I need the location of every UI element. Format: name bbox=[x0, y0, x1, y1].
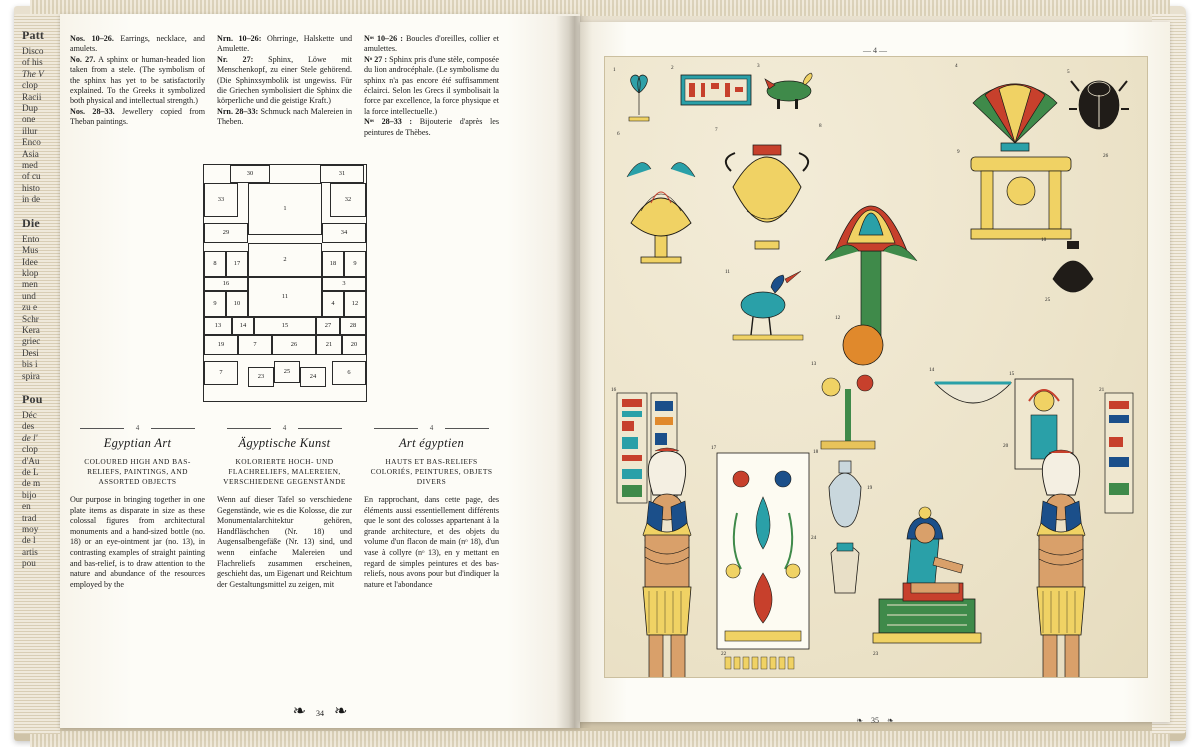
bg-line: of cu bbox=[22, 171, 41, 182]
gold-table-with-figures bbox=[971, 157, 1071, 239]
caption-lead: No. 27. bbox=[70, 54, 96, 64]
bg-line: spira bbox=[22, 370, 40, 381]
figure-number: 2 bbox=[671, 65, 674, 71]
key-cell: 21 bbox=[316, 335, 342, 355]
key-cell: 14 bbox=[232, 317, 254, 335]
section-title-de: Ägyptische Kunst bbox=[238, 436, 331, 451]
plate-number: 4 bbox=[873, 46, 877, 55]
bottom-text-columns bbox=[70, 424, 500, 590]
bg-line: de l' bbox=[22, 432, 38, 443]
figure-number: 17 bbox=[711, 445, 717, 451]
caption-text: Sphinx, Löwe mit Menschenkopf, zu einer Stele gehörend. (Die Sphinxsymbolik ist ungewiss. Für die Griechen symbolisiert die Sphinx die körperliche und die geistige Kraft.) bbox=[217, 54, 352, 106]
lotus-vase bbox=[627, 163, 695, 263]
caption-text: Bijouterie d'après les peintures de Thèbes. bbox=[364, 117, 499, 137]
plate-rule-label: 4 bbox=[70, 424, 205, 432]
bg-line: med bbox=[22, 160, 38, 171]
figure-number: 8 bbox=[819, 123, 822, 129]
key-cell: 15 bbox=[254, 317, 316, 335]
folio-ornament-right: ❧ bbox=[856, 716, 863, 725]
section-body-de: Wenn auf dieser Tafel so verschiedene Gegenstände, wie es die Kolosse, die zur Monumentalarchitektur gehören, Handfläschchen (Nr. 18) und Augensalbengefäße (Nr. 13) sind, und wenn einfache Malereien und Flachreliefs zusammen erscheinen, geschieht das, um Eigenart und Reichtum der Gestaltungsmittel zu zeigen, mit bbox=[217, 495, 352, 589]
bg-line: histo bbox=[22, 182, 40, 193]
caption-paragraph bbox=[364, 34, 499, 55]
caption-lead: Nᵒˢ 10–26 : bbox=[364, 34, 403, 43]
egyptian-art-colour-plate bbox=[604, 56, 1148, 678]
section-title-fr: Art égyptien bbox=[398, 436, 465, 451]
figure-number: 25 bbox=[1045, 297, 1051, 303]
bg-heading-1: Patt bbox=[22, 28, 45, 42]
caption-text: Boucles d'oreilles, collier et amulettes. bbox=[364, 34, 499, 54]
key-cell: 12 bbox=[344, 291, 366, 317]
key-cell: 27 bbox=[316, 317, 340, 335]
scarab-figure bbox=[1069, 81, 1129, 129]
caption-column-fr bbox=[364, 34, 499, 138]
figure-number: 24 bbox=[811, 535, 817, 541]
bg-line: clop bbox=[22, 444, 38, 455]
bg-line: Asia bbox=[22, 148, 39, 159]
key-cell: 31 bbox=[320, 165, 364, 183]
caption-paragraph bbox=[364, 55, 499, 117]
pharaoh-colossus-right bbox=[1033, 450, 1091, 677]
figure-number: 12 bbox=[835, 315, 841, 321]
key-cell: 4 bbox=[322, 291, 344, 317]
caption-column-de bbox=[217, 34, 352, 138]
eye-ointment-jar bbox=[831, 543, 859, 593]
plate-header-dash: — bbox=[863, 46, 873, 55]
plate-key-diagram bbox=[203, 164, 367, 402]
bg-line: de l bbox=[22, 535, 36, 546]
bg-line: Desi bbox=[22, 347, 39, 358]
hand-bottle bbox=[829, 461, 861, 527]
plate-rule-label: 4 bbox=[364, 424, 499, 432]
hieroglyph-strip-left bbox=[617, 393, 647, 503]
bg-line: Schr bbox=[22, 313, 39, 324]
figure-number: 7 bbox=[715, 127, 718, 133]
bg-line: klop bbox=[22, 267, 39, 278]
key-cell: 7 bbox=[238, 335, 272, 355]
flowering-plant bbox=[821, 375, 875, 449]
figure-number: 10 bbox=[1041, 237, 1047, 243]
bg-line: Ento bbox=[22, 233, 40, 244]
key-cell: 11 bbox=[248, 277, 322, 317]
bg-line: clop bbox=[22, 80, 38, 91]
bg-line: zu e bbox=[22, 302, 38, 313]
section-title-en: Egyptian Art bbox=[103, 436, 172, 451]
key-cell: 9 bbox=[344, 251, 366, 277]
figure-number: 21 bbox=[1099, 387, 1105, 393]
folio-ornament-left: ❧ bbox=[292, 703, 306, 720]
left-folio bbox=[60, 701, 580, 721]
figure-number: 15 bbox=[1009, 371, 1015, 377]
key-cell: 20 bbox=[342, 335, 366, 355]
bg-line: artis bbox=[22, 546, 38, 557]
figure-number: 4 bbox=[955, 63, 958, 69]
figure-number: 19 bbox=[867, 485, 873, 491]
text-column-fr bbox=[364, 424, 499, 590]
figure-number: 18 bbox=[813, 449, 819, 455]
seated-figure-throne bbox=[873, 507, 981, 643]
figure-number: 23 bbox=[873, 651, 879, 657]
right-folio bbox=[580, 716, 1170, 725]
bg-line: griec bbox=[22, 336, 41, 347]
caption-paragraph bbox=[70, 34, 205, 55]
bg-line: bijo bbox=[22, 489, 37, 500]
left-page-content bbox=[70, 34, 500, 704]
bg-line: Enco bbox=[22, 137, 41, 148]
caption-paragraph bbox=[70, 55, 205, 107]
key-cell: 19 bbox=[204, 335, 238, 355]
bg-line: Kera bbox=[22, 324, 40, 335]
section-subtitle-fr: HAUTS ET BAS-RELIEFS COLORIÉS, PEINTURES, OBJETS DIVERS bbox=[370, 457, 493, 487]
decorative-floral-panel bbox=[717, 453, 809, 649]
top-caption-columns bbox=[70, 34, 500, 138]
bg-line: de m bbox=[22, 478, 41, 489]
figure-number: 3 bbox=[757, 63, 760, 69]
key-cell: 30 bbox=[230, 165, 270, 183]
section-subtitle-de: KOLORIERTE HOCH- UND FLACHRELIEFS, MALEREIEN, VERSCHIEDENE GEGENSTÄNDE bbox=[223, 457, 346, 487]
key-cell: 33 bbox=[204, 183, 238, 217]
key-cell: 2 bbox=[248, 243, 322, 277]
bg-line: Disco bbox=[22, 46, 44, 56]
page-edges-bottom bbox=[30, 731, 1170, 747]
caption-paragraph bbox=[217, 34, 352, 55]
figure-number: 6 bbox=[617, 131, 620, 137]
bg-line: Racii bbox=[22, 91, 42, 102]
key-cell: 6 bbox=[332, 361, 366, 385]
bg-line: und bbox=[22, 290, 36, 301]
bg-line: trad bbox=[22, 512, 37, 523]
bg-heading-3: Pou bbox=[22, 391, 43, 406]
section-body-en: Our purpose in bringing together in one plate items as disparate in size as these colossal figures from architectural monuments and a hand-sized bottle (no. 18) or an eye-ointment jar (no. 13), in contrasting examples of straight painting and bas-relief, is to draw attention to the nature and abundance of the resources employed by the bbox=[70, 495, 205, 589]
cartouche-panel bbox=[681, 75, 751, 105]
bg-line: en bbox=[22, 501, 31, 512]
figure-number: 20 bbox=[1003, 443, 1009, 449]
left-page-number: 34 bbox=[316, 709, 324, 718]
key-cell: 29 bbox=[204, 223, 248, 243]
plate-header-dash-2: — bbox=[877, 46, 887, 55]
hieroglyph-strip-right bbox=[1105, 393, 1133, 513]
plate-artwork bbox=[605, 57, 1147, 677]
key-cell: 26 bbox=[272, 335, 316, 355]
key-cell: 16 bbox=[204, 277, 248, 291]
palmette-fan bbox=[973, 84, 1057, 151]
key-cell: 8 bbox=[204, 251, 226, 277]
caption-lead: Nr. 27: bbox=[217, 54, 254, 64]
caption-lead: Nᵒ 27 : bbox=[364, 54, 388, 64]
bg-line: moy bbox=[22, 524, 39, 535]
necklace-row bbox=[725, 657, 794, 669]
key-cell: 25 bbox=[274, 361, 300, 383]
key-cell: 13 bbox=[204, 317, 232, 335]
key-cell: 3 bbox=[322, 277, 366, 291]
caption-column-en bbox=[70, 34, 205, 138]
figure-number: 1 bbox=[613, 67, 616, 73]
bg-line: Mus bbox=[22, 245, 39, 256]
bg-line: bis i bbox=[22, 359, 38, 370]
caption-text: A sphinx or human-headed lion taken from a stele. (The symbolism of the sphinx has yet to be satisfactorily explained. To the Greeks it symbolized both physical and intellectual strength.) bbox=[70, 54, 205, 106]
caption-paragraph bbox=[217, 107, 352, 128]
bg-line: The V bbox=[22, 68, 44, 79]
lotus-ornament bbox=[629, 75, 649, 121]
caption-text: Jewellery copied from Theban paintings. bbox=[70, 106, 205, 127]
offering-bowl bbox=[935, 383, 1011, 403]
figure-number: 13 bbox=[811, 361, 817, 367]
caption-text: Ohrringe, Halskette und Amulette. bbox=[217, 34, 352, 54]
caption-lead: Nos. 28–33. bbox=[70, 106, 115, 116]
section-subtitle-en: COLOURED HIGH AND BAS-RELIEFS, PAINTINGS, AND ASSORTED OBJECTS bbox=[84, 457, 191, 487]
handled-vase bbox=[726, 145, 808, 249]
caption-paragraph bbox=[364, 117, 499, 138]
folio-ornament-right-2: ❧ bbox=[887, 716, 894, 725]
bg-line: Dup bbox=[22, 103, 38, 114]
bg-line: men bbox=[22, 279, 38, 290]
key-cell: 32 bbox=[330, 183, 366, 217]
figure-number: 22 bbox=[721, 651, 727, 657]
caption-lead: Nrn. 10–26: bbox=[217, 34, 262, 43]
caption-paragraph bbox=[217, 55, 352, 107]
sun-disc bbox=[843, 325, 883, 365]
bg-line: in de bbox=[22, 194, 41, 205]
plate-rule-label: 4 bbox=[217, 424, 352, 432]
section-body-fr: En rapprochant, dans cette page, des éléments aussi essentiellement différents que le sont des colosses appartenant à la grande architecture, et des objets du volume d'un flacon de main (nᵒ 18), d'un vase à collyre (nᵒ 13), en y mettant en regard de simples peintures et des bas-reliefs, nous avons pour but d'indiquer la nature et l'abondance bbox=[364, 495, 499, 589]
caption-lead: Nrn. 28–33: bbox=[217, 106, 259, 116]
bg-line: Idee bbox=[22, 256, 38, 267]
right-page-number: 35 bbox=[871, 716, 879, 725]
caption-paragraph bbox=[70, 107, 205, 128]
bg-line: illur bbox=[22, 125, 38, 136]
figure-number: 5 bbox=[1067, 69, 1070, 75]
caption-lead: Nᵒˢ 28–33 : bbox=[364, 117, 413, 127]
bg-line: of his bbox=[22, 57, 43, 68]
bg-line: Déc bbox=[22, 409, 37, 420]
key-cell: 9 bbox=[204, 291, 226, 317]
caption-text: Sphinx pris d'une stèle, composée du lion androcéphale. (Le symbolisme du sphinx n'a pas encore été suffisamment éclairci. Selon les Grecs il symbolisait la force par excellence, la force physique et la force intellectuelle.) bbox=[364, 54, 499, 116]
key-cell: 10 bbox=[226, 291, 248, 317]
bg-line: de L bbox=[22, 467, 39, 477]
pharaoh-colossus-left bbox=[639, 448, 697, 677]
key-cell: 17 bbox=[226, 251, 248, 277]
caption-text: Earrings, necklace, and amulets. bbox=[70, 34, 205, 54]
key-cell: 18 bbox=[322, 251, 344, 277]
key-cell: 28 bbox=[340, 317, 366, 335]
figure-number: 16 bbox=[611, 387, 617, 393]
figure-number: 26 bbox=[1103, 153, 1109, 159]
bg-line: one bbox=[22, 114, 36, 125]
key-cell: 24 bbox=[300, 367, 326, 387]
key-cell: 34 bbox=[322, 223, 366, 243]
figure-number: 9 bbox=[957, 149, 960, 155]
bg-line: des bbox=[22, 421, 35, 432]
key-cell: 23 bbox=[248, 367, 274, 387]
figure-number: 11 bbox=[725, 269, 730, 275]
key-cell: 7 bbox=[204, 361, 238, 385]
figure-number: 14 bbox=[929, 367, 935, 373]
dark-vessel bbox=[1053, 241, 1093, 292]
falcon-figure bbox=[765, 73, 812, 109]
bg-heading-2: Die bbox=[22, 215, 40, 230]
folio-ornament-left-2: ❧ bbox=[334, 703, 348, 720]
caption-lead: Nos. 10–26. bbox=[70, 34, 114, 43]
text-column-de bbox=[217, 424, 352, 590]
text-column-en bbox=[70, 424, 205, 590]
bg-line: pou bbox=[22, 558, 36, 569]
caption-text: Schmuck nach Malereien in Theben. bbox=[217, 106, 352, 127]
kingfisher-bird bbox=[733, 271, 803, 340]
bg-line: d'Au bbox=[22, 455, 40, 466]
key-cell: 1 bbox=[248, 183, 322, 235]
